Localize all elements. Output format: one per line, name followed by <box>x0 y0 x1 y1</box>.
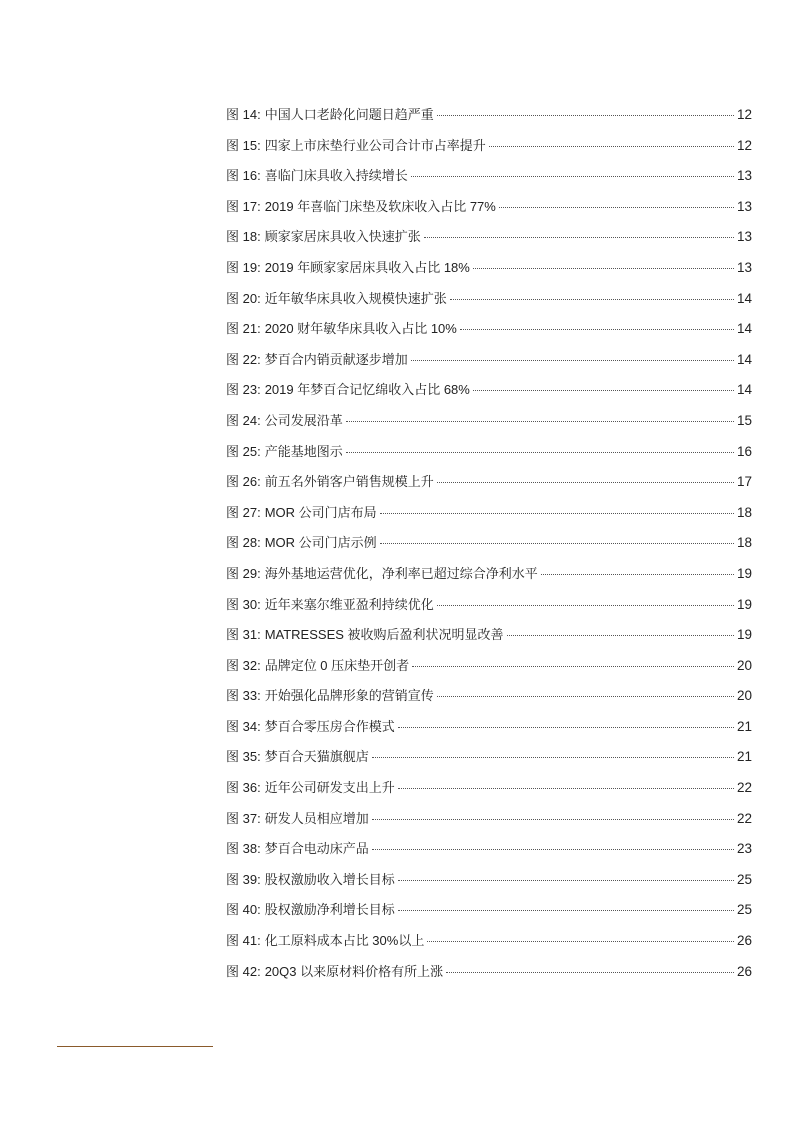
dot-leader <box>411 176 734 177</box>
page-number: 25 <box>736 871 752 887</box>
figure-index-entry[interactable] <box>226 222 752 253</box>
figure-number: 图 34: <box>226 718 261 734</box>
figure-index-entry[interactable] <box>226 437 752 468</box>
figure-number: 图 39: <box>226 871 261 887</box>
figure-index-entry[interactable] <box>226 590 752 621</box>
figure-index-entry[interactable] <box>226 834 752 865</box>
dot-leader <box>489 146 734 147</box>
figure-title: 2020 财年敏华床具收入占比 10% <box>264 321 457 337</box>
figure-number: 图 41: <box>226 933 261 949</box>
page-number: 12 <box>736 107 752 122</box>
figure-number: 图 28: <box>226 535 261 551</box>
figure-index-entry[interactable] <box>226 742 752 773</box>
dot-leader <box>437 605 734 606</box>
page-number: 14 <box>736 351 752 367</box>
page-number: 23 <box>736 841 752 857</box>
figure-index-list <box>226 100 752 987</box>
figure-number: 图 24: <box>226 412 261 428</box>
page-number: 12 <box>736 137 752 153</box>
figure-index-entry[interactable] <box>226 681 752 712</box>
page-number: 18 <box>736 535 752 551</box>
figure-title: 2019 年顾家家居床具收入占比 18% <box>264 259 470 275</box>
dot-leader <box>450 299 734 300</box>
figure-number: 图 14: <box>226 107 261 122</box>
page-number: 20 <box>736 688 752 704</box>
figure-index-entry[interactable] <box>226 406 752 437</box>
figure-title: MOR 公司门店布局 <box>264 504 377 520</box>
figure-index-entry[interactable] <box>226 957 752 988</box>
page-number: 15 <box>736 412 752 428</box>
figure-number: 图 27: <box>226 504 261 520</box>
figure-number: 图 23: <box>226 382 261 398</box>
figure-title: 梦百合零压房合作模式 <box>264 718 395 734</box>
figure-number: 图 40: <box>226 902 261 918</box>
figure-number: 图 15: <box>226 137 261 153</box>
page-number: 13 <box>736 198 752 214</box>
dot-leader <box>346 421 734 422</box>
figure-index-entry[interactable] <box>226 926 752 957</box>
page-number: 26 <box>736 963 752 979</box>
figure-number: 图 21: <box>226 321 261 337</box>
figure-number: 图 32: <box>226 657 261 673</box>
figure-title: 2019 年梦百合记忆绵收入占比 68% <box>264 382 470 398</box>
figure-title: 产能基地图示 <box>264 443 343 459</box>
figure-index-entry[interactable] <box>226 712 752 743</box>
dot-leader <box>398 788 734 789</box>
dot-leader <box>398 880 734 881</box>
figure-number: 图 25: <box>226 443 261 459</box>
page-number: 14 <box>736 382 752 398</box>
page-number: 25 <box>736 902 752 918</box>
figure-title: 梦百合天猫旗舰店 <box>264 749 369 765</box>
figure-number: 图 20: <box>226 290 261 306</box>
dot-leader <box>372 849 734 850</box>
figure-title: 股权激励净利增长目标 <box>264 902 395 918</box>
figure-title: 四家上市床垫行业公司合计市占率提升 <box>264 137 486 153</box>
figure-number: 图 36: <box>226 780 261 796</box>
figure-number: 图 35: <box>226 749 261 765</box>
dot-leader <box>427 941 734 942</box>
dot-leader <box>446 972 734 973</box>
figure-number: 图 33: <box>226 688 261 704</box>
figure-title: 近年公司研发支出上升 <box>264 780 395 796</box>
dot-leader <box>372 819 734 820</box>
dot-leader <box>460 329 734 330</box>
figure-number: 图 42: <box>226 963 261 979</box>
figure-title: 2019 年喜临门床垫及软床收入占比 77% <box>264 198 496 214</box>
figure-index-entry[interactable] <box>226 559 752 590</box>
figure-title: 化工原料成本占比 30%以上 <box>264 933 425 949</box>
dot-leader <box>473 390 734 391</box>
figure-index-entry[interactable] <box>226 651 752 682</box>
figure-title: 梦百合内销贡献逐步增加 <box>264 351 408 367</box>
figure-index-entry[interactable] <box>226 498 752 529</box>
page-number: 13 <box>736 168 752 184</box>
dot-leader <box>437 696 734 697</box>
footnote-divider <box>57 1046 213 1047</box>
figure-index-entry[interactable] <box>226 773 752 804</box>
figure-number: 图 29: <box>226 565 261 581</box>
dot-leader <box>346 452 734 453</box>
figure-index-entry[interactable] <box>226 620 752 651</box>
page-number: 19 <box>736 565 752 581</box>
page-number: 22 <box>736 780 752 796</box>
dot-leader <box>412 666 734 667</box>
dot-leader <box>372 757 734 758</box>
page-number: 26 <box>736 933 752 949</box>
figure-index-entry[interactable] <box>226 345 752 376</box>
figure-number: 图 16: <box>226 168 261 184</box>
figure-title: 顾家家居床具收入快速扩张 <box>264 229 421 245</box>
page-number: 19 <box>736 627 752 643</box>
figure-number: 图 26: <box>226 474 261 490</box>
page-number: 13 <box>736 259 752 275</box>
figure-title: 开始强化品牌形象的营销宣传 <box>264 688 434 704</box>
dot-leader <box>473 268 734 269</box>
figure-index-entry[interactable] <box>226 467 752 498</box>
figure-title: 近年敏华床具收入规模快速扩张 <box>264 290 447 306</box>
figure-title: 股权激励收入增长目标 <box>264 871 395 887</box>
dot-leader <box>398 727 734 728</box>
page-number: 21 <box>736 718 752 734</box>
figure-index-entry[interactable] <box>226 100 752 131</box>
figure-number: 图 19: <box>226 259 261 275</box>
figure-title: 中国人口老龄化问题日趋严重 <box>264 107 434 122</box>
figure-number: 图 30: <box>226 596 261 612</box>
figure-title: 20Q3 以来原材料价格有所上涨 <box>264 963 444 979</box>
figure-title: MATRESSES 被收购后盈利状况明显改善 <box>264 627 504 643</box>
figure-number: 图 17: <box>226 198 261 214</box>
dot-leader <box>437 482 734 483</box>
figure-number: 图 37: <box>226 810 261 826</box>
figure-number: 图 18: <box>226 229 261 245</box>
figure-index-entry[interactable] <box>226 895 752 926</box>
figure-title: 近年来塞尔维亚盈利持续优化 <box>264 596 434 612</box>
dot-leader <box>437 115 734 116</box>
figure-number: 图 22: <box>226 351 261 367</box>
dot-leader <box>398 910 734 911</box>
figure-index-entry[interactable] <box>226 528 752 559</box>
page-number: 18 <box>736 504 752 520</box>
dot-leader <box>499 207 734 208</box>
figure-index-entry[interactable] <box>226 284 752 315</box>
page-number: 16 <box>736 443 752 459</box>
figure-number: 图 38: <box>226 841 261 857</box>
page-number: 22 <box>736 810 752 826</box>
figure-title: 前五名外销客户销售规模上升 <box>264 474 434 490</box>
dot-leader <box>411 360 734 361</box>
figure-title: 公司发展沿革 <box>264 412 343 428</box>
page-number: 13 <box>736 229 752 245</box>
figure-index-entry[interactable] <box>226 161 752 192</box>
dot-leader <box>541 574 734 575</box>
page-number: 14 <box>736 321 752 337</box>
figure-number: 图 31: <box>226 627 261 643</box>
page-number: 21 <box>736 749 752 765</box>
page-number: 19 <box>736 596 752 612</box>
figure-index-entry[interactable] <box>226 314 752 345</box>
figure-index-entry[interactable] <box>226 253 752 284</box>
figure-title: 梦百合电动床产品 <box>264 841 369 857</box>
figure-title: MOR 公司门店示例 <box>264 535 377 551</box>
figure-index-entry[interactable] <box>226 131 752 162</box>
figure-title: 品牌定位 0 压床垫开创者 <box>264 657 410 673</box>
figure-index-entry[interactable] <box>226 375 752 406</box>
figure-title: 喜临门床具收入持续增长 <box>264 168 408 184</box>
page-number: 17 <box>736 474 752 490</box>
figure-title: 研发人员相应增加 <box>264 810 369 826</box>
dot-leader <box>380 513 734 514</box>
figure-index-entry[interactable] <box>226 804 752 835</box>
figure-index-entry[interactable] <box>226 865 752 896</box>
page-number: 20 <box>736 657 752 673</box>
figure-index-entry[interactable] <box>226 192 752 223</box>
dot-leader <box>507 635 734 636</box>
dot-leader <box>424 237 734 238</box>
page-number: 14 <box>736 290 752 306</box>
figure-title: 海外基地运营优化，净利率已超过综合净利水平 <box>264 565 538 581</box>
dot-leader <box>380 543 734 544</box>
